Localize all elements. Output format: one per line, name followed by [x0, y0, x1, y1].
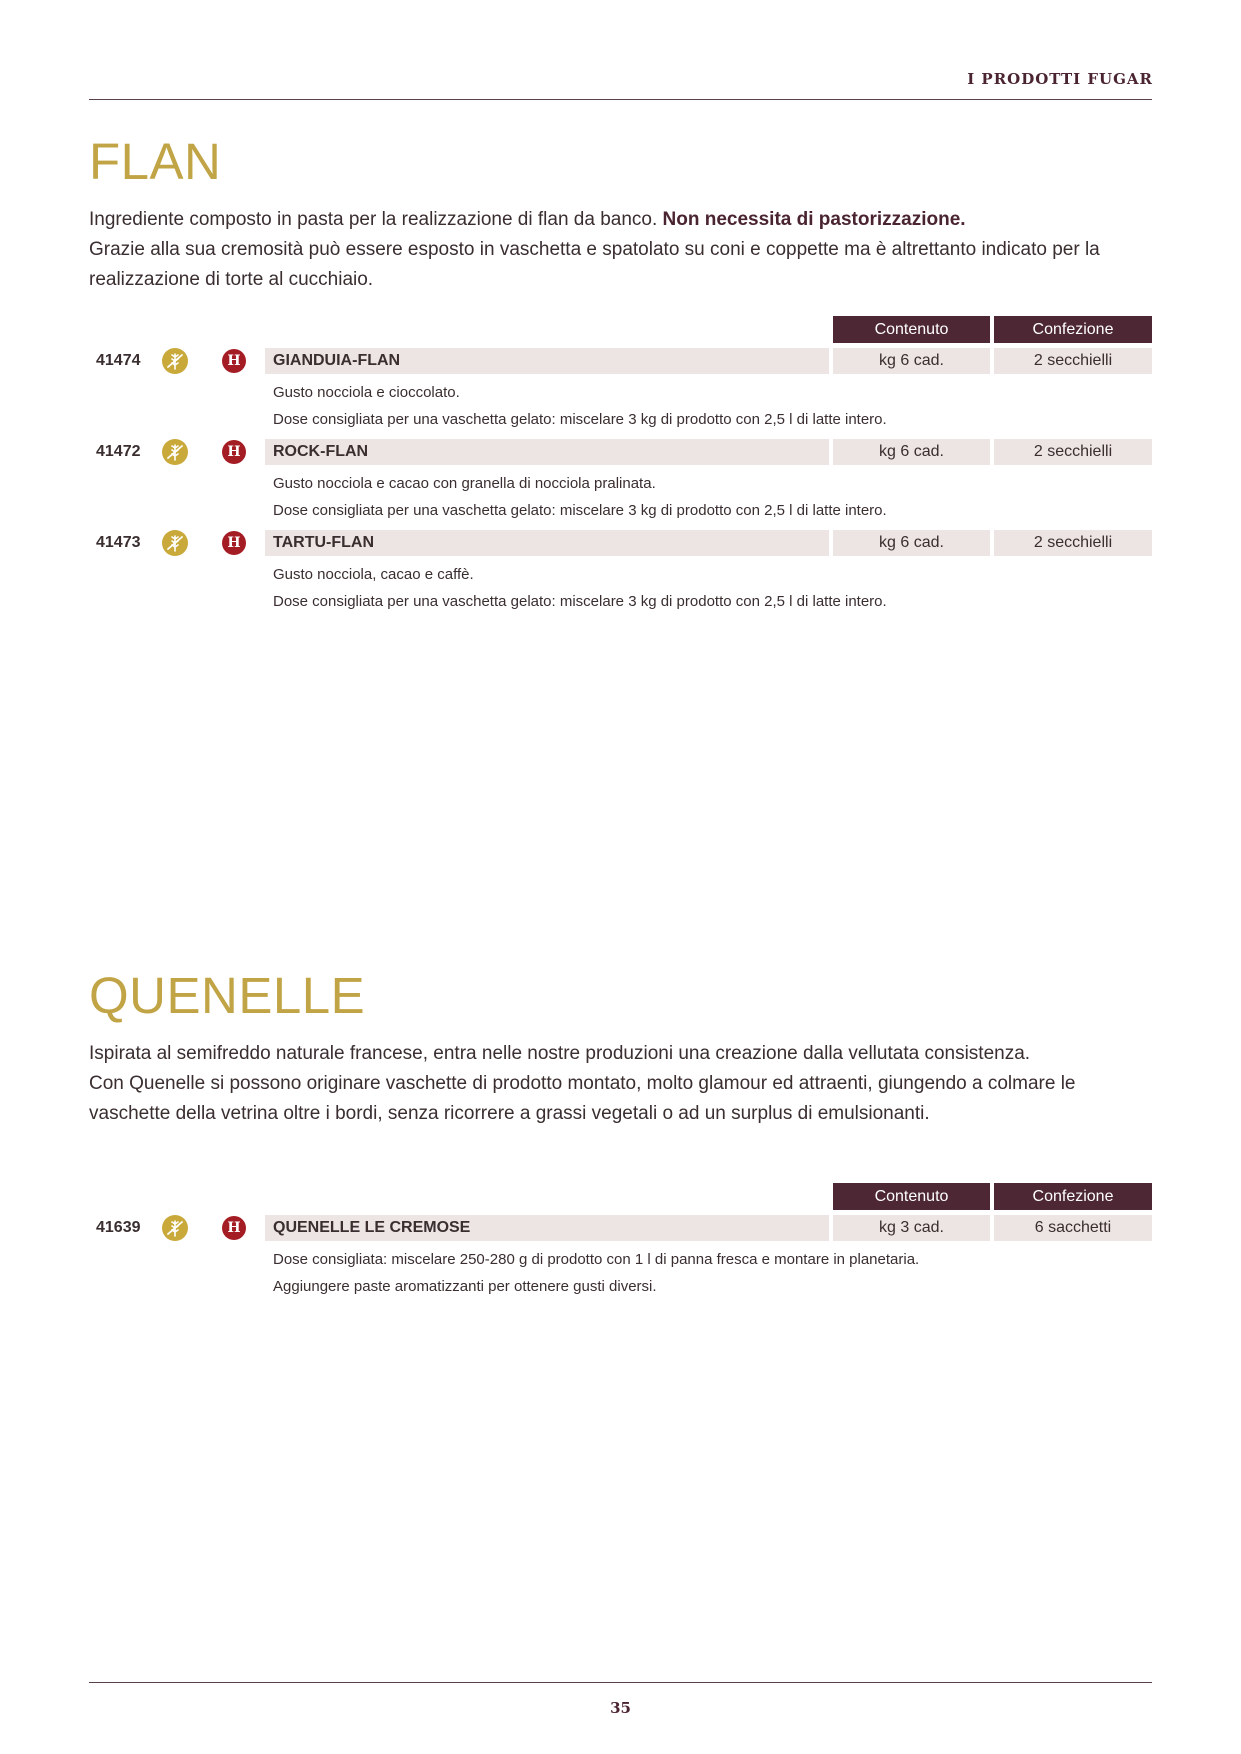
quenelle-section — [89, 967, 1152, 1129]
halal-h-icon: H — [222, 349, 246, 373]
column-header-confezione: Confezione — [994, 316, 1152, 343]
flan-intro-text-2: Grazie alla sua cremosità può essere esposto in vaschetta e spatolato su coni e coppette ma è altrettanto indicato per la realizzazione di torte al cucchiaio. — [89, 239, 1100, 290]
header-divider — [89, 99, 1152, 100]
page-header-title: I PRODOTTI FUGAR — [967, 70, 1153, 88]
product-description-line: Aggiungere paste aromatizzanti per ottenere gusti diversi. — [273, 1278, 657, 1295]
product-contenuto: kg 6 cad. — [833, 530, 990, 556]
product-contenuto: kg 6 cad. — [833, 348, 990, 374]
footer-divider — [89, 1682, 1152, 1683]
product-description-line: Gusto nocciola e cacao con granella di nocciola pralinata. — [273, 475, 656, 492]
flan-intro — [89, 205, 1152, 295]
product-description — [273, 470, 1153, 524]
product-name: TARTU-FLAN — [265, 530, 829, 556]
flan-title: FLAN — [89, 133, 222, 190]
gluten-free-icon — [162, 530, 188, 556]
column-header-contenuto: Contenuto — [833, 316, 990, 343]
product-description-line: Dose consigliata per una vaschetta gelato: miscelare 3 kg di prodotto con 2,5 l di latte intero. — [273, 593, 887, 610]
product-code: 41639 — [96, 1219, 141, 1236]
product-name: ROCK-FLAN — [265, 439, 829, 465]
flan-section — [89, 133, 1152, 295]
product-confezione: 2 secchielli — [994, 348, 1152, 374]
gluten-free-icon — [162, 348, 188, 374]
product-description-line: Dose consigliata per una vaschetta gelato: miscelare 3 kg di prodotto con 2,5 l di latte intero. — [273, 502, 887, 519]
product-description — [273, 561, 1153, 615]
page-number: 35 — [610, 1699, 631, 1717]
product-row — [0, 439, 1241, 529]
quenelle-intro-text: Ispirata al semifreddo naturale francese, entra nelle nostre produzioni una creazione dalla vellutata consistenza. — [89, 1043, 1031, 1064]
product-description — [273, 379, 1153, 433]
quenelle-column-headers — [0, 1183, 1241, 1210]
product-description-line: Dose consigliata per una vaschetta gelato: miscelare 3 kg di prodotto con 2,5 l di latte intero. — [273, 411, 887, 428]
product-description — [273, 1246, 1153, 1300]
product-code: 41473 — [96, 534, 141, 551]
halal-h-icon: H — [222, 531, 246, 555]
product-row — [0, 348, 1241, 438]
flan-column-headers — [0, 316, 1241, 343]
product-name: GIANDUIA-FLAN — [265, 348, 829, 374]
product-description-line: Gusto nocciola e cioccolato. — [273, 384, 460, 401]
quenelle-title: QUENELLE — [89, 967, 366, 1024]
quenelle-intro — [89, 1039, 1152, 1129]
column-header-contenuto: Contenuto — [833, 1183, 990, 1210]
product-contenuto: kg 6 cad. — [833, 439, 990, 465]
product-code: 41472 — [96, 443, 141, 460]
column-header-confezione: Confezione — [994, 1183, 1152, 1210]
product-name: QUENELLE LE CREMOSE — [265, 1215, 829, 1241]
quenelle-intro-text-2: Con Quenelle si possono originare vaschette di prodotto montato, molto glamour ed attraenti, giungendo a colmare le vaschette della vetrina oltre i bordi, senza ricorrere a grassi vegetali o ad un surplus di emulsionanti. — [89, 1073, 1076, 1124]
gluten-free-icon — [162, 439, 188, 465]
product-confezione: 6 sacchetti — [994, 1215, 1152, 1241]
product-contenuto: kg 3 cad. — [833, 1215, 990, 1241]
product-confezione: 2 secchielli — [994, 530, 1152, 556]
halal-h-icon: H — [222, 1216, 246, 1240]
flan-intro-bold: Non necessita di pastorizzazione. — [662, 209, 966, 230]
product-confezione: 2 secchielli — [994, 439, 1152, 465]
product-row — [0, 530, 1241, 620]
flan-intro-text: Ingrediente composto in pasta per la realizzazione di flan da banco. — [89, 209, 663, 230]
product-code: 41474 — [96, 352, 141, 369]
product-description-line: Dose consigliata: miscelare 250-280 g di prodotto con 1 l di panna fresca e montare in planetaria. — [273, 1251, 920, 1268]
product-description-line: Gusto nocciola, cacao e caffè. — [273, 566, 474, 583]
gluten-free-icon — [162, 1215, 188, 1241]
product-row — [0, 1215, 1241, 1305]
halal-h-icon: H — [222, 440, 246, 464]
